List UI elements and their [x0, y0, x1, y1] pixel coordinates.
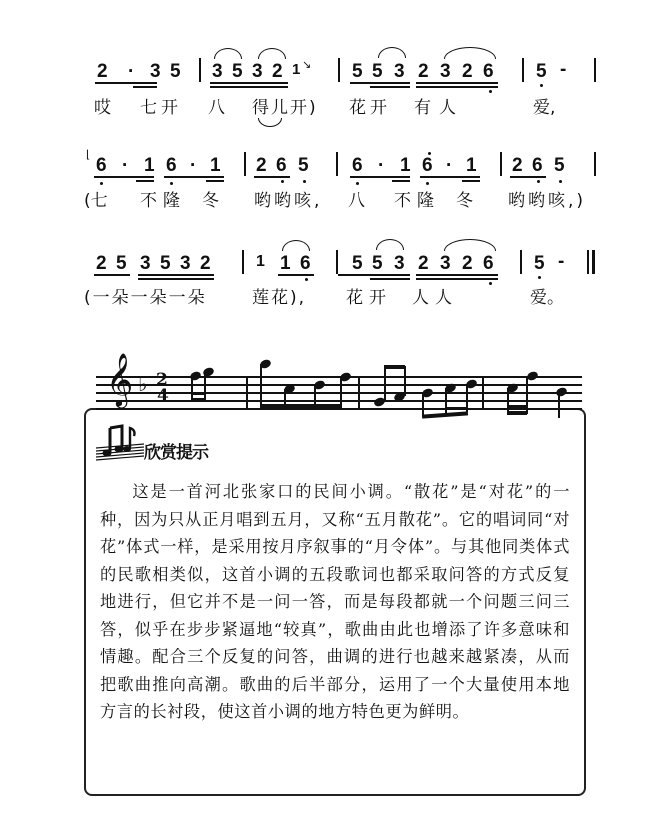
- underline: [370, 278, 410, 280]
- flat-key-signature: ♭: [138, 372, 148, 396]
- note: 6: [166, 155, 177, 176]
- barline: [199, 58, 201, 82]
- note: 2: [462, 61, 473, 82]
- note: 5: [170, 61, 181, 82]
- barline: [336, 152, 338, 176]
- dash: -: [560, 59, 567, 80]
- low-octave-dot: [305, 278, 308, 281]
- underline: [95, 82, 157, 84]
- barline: [336, 250, 338, 274]
- note: 3: [394, 253, 405, 274]
- underline: [350, 176, 410, 178]
- lyric: 花开: [349, 98, 391, 118]
- barline: [500, 152, 502, 176]
- lyric: (一朵一朵一朵: [84, 288, 207, 308]
- note: 1: [292, 61, 301, 78]
- stem: [526, 376, 528, 414]
- underline: [278, 274, 314, 276]
- note: 1: [280, 253, 291, 274]
- underline: [338, 274, 410, 276]
- beam: [260, 404, 342, 408]
- note: 3: [394, 61, 405, 82]
- note: 5: [116, 253, 127, 274]
- note: 3: [180, 253, 191, 274]
- low-octave-dot: [303, 180, 306, 183]
- stem: [340, 377, 342, 406]
- note: 6: [422, 155, 433, 176]
- slur: [376, 239, 404, 250]
- appreciation-text: [100, 478, 570, 726]
- barline: [338, 58, 340, 82]
- stem: [422, 393, 424, 417]
- note: 2: [418, 253, 429, 274]
- low-octave-dot: [559, 180, 562, 183]
- underline: [210, 86, 288, 88]
- barline: [246, 376, 248, 408]
- low-octave-dot: [489, 90, 492, 93]
- lyric: 爱。: [530, 288, 564, 308]
- underline: [164, 176, 224, 178]
- underline: [210, 82, 288, 84]
- barline: [522, 58, 524, 82]
- note: 3: [212, 61, 223, 82]
- lyric: 不隆: [140, 191, 186, 211]
- barline: [244, 152, 246, 176]
- low-octave-dot: [356, 182, 359, 185]
- dot-rest: ·: [122, 155, 129, 176]
- beam: [445, 407, 468, 410]
- lyric: 冬: [202, 191, 219, 211]
- slur: [282, 240, 310, 251]
- lyric: 七开: [140, 98, 182, 118]
- slur: [444, 47, 496, 59]
- time-signature-top: 2: [156, 370, 168, 390]
- slur: [378, 47, 406, 58]
- breath-mark-icon: ↘: [302, 58, 312, 71]
- lyric: 哟哟咳,: [254, 191, 323, 211]
- note: 6: [96, 155, 107, 176]
- appreciation-title: 欣赏提示: [144, 443, 208, 463]
- note-head: [526, 370, 539, 382]
- lyric: 莲花),: [252, 288, 307, 308]
- low-octave-dot: [538, 276, 541, 279]
- note: 6: [300, 253, 311, 274]
- stem: [404, 366, 406, 396]
- note: 2: [97, 61, 108, 82]
- lyric: 得儿开): [252, 98, 318, 118]
- stem: [314, 385, 316, 406]
- note: 3: [252, 61, 263, 82]
- barline: [358, 376, 360, 408]
- treble-clef-icon: 𝄞: [106, 352, 134, 406]
- paragraph: 这是一首河北张家口的民间小调。“散花”是“对花”的一种，因为只从正月唱到五月，又称“五月散花”。它的唱词同“对花”体式一样，是采用按月序叙事的“月令体”。与其他同类体式的民歌相类似，这首小调的五段歌词也都采取问答的方式反复地进行，但它并不是一问一答，而是每段都就一个问题三问三答，似乎在步步紧逼地“较真”，歌曲由此也增添了许多意味和情趣。配合三个反复的问答，曲调的进行也越来越紧凑，从而把歌曲推向高潮。歌曲的后半部分，运用了一个大量使用本地方言的长衬段，使这首小调的地方特色更为鲜明。: [100, 482, 570, 721]
- note: 5: [352, 253, 363, 274]
- staff-line: [96, 408, 582, 410]
- low-octave-dot: [426, 182, 429, 185]
- underline: [510, 176, 546, 178]
- note: 2: [200, 253, 211, 274]
- note: 2: [418, 61, 429, 82]
- dash: -: [558, 251, 565, 272]
- note: 1: [256, 253, 265, 270]
- underline: [94, 176, 154, 178]
- barline: [594, 152, 596, 176]
- slur: [444, 239, 496, 251]
- note: 6: [483, 253, 494, 274]
- barline: [594, 58, 596, 82]
- note: 3: [440, 253, 451, 274]
- lyric: (七: [84, 191, 108, 211]
- underline: [206, 180, 224, 182]
- underline: [94, 274, 130, 276]
- note: 5: [372, 61, 383, 82]
- low-octave-dot: [170, 182, 173, 185]
- note: 1: [466, 155, 477, 176]
- beam: [507, 405, 527, 408]
- underline: [416, 274, 498, 276]
- lyric: 哎: [94, 98, 111, 118]
- note: 5: [534, 253, 545, 274]
- lyric: 不隆: [394, 191, 440, 211]
- lyric: 八: [348, 191, 365, 211]
- beam: [191, 392, 205, 395]
- beam: [384, 365, 405, 369]
- underline: [138, 278, 214, 280]
- time-signature-bottom: 4: [157, 386, 169, 406]
- underline: [420, 176, 480, 178]
- dot-rest: ·: [378, 155, 385, 176]
- underline: [370, 86, 410, 88]
- slur: [258, 118, 282, 127]
- note: 6: [352, 155, 363, 176]
- low-octave-dot: [537, 180, 540, 183]
- low-octave-dot: [281, 180, 284, 183]
- final-barline-thin: [587, 250, 589, 274]
- dot-rest: ·: [446, 155, 453, 176]
- note: 5: [536, 61, 547, 82]
- note: 5: [232, 61, 243, 82]
- note: 5: [372, 253, 383, 274]
- grace-mark-icon: ⌊: [86, 148, 91, 161]
- note: 2: [272, 61, 283, 82]
- underline: [350, 82, 410, 84]
- beam: [507, 411, 527, 415]
- stem: [445, 388, 447, 414]
- underline: [136, 180, 154, 182]
- note: 5: [554, 155, 565, 176]
- note: 2: [462, 253, 473, 274]
- stem: [558, 392, 560, 418]
- note: 5: [352, 61, 363, 82]
- dot-rest: ·: [190, 155, 197, 176]
- note: 5: [298, 155, 309, 176]
- note: 1: [400, 155, 411, 176]
- slur: [258, 48, 286, 59]
- underline: [416, 86, 498, 88]
- underline: [133, 86, 157, 88]
- barline: [482, 376, 484, 408]
- lyric: 爱,: [533, 98, 556, 118]
- lyric: 冬: [456, 191, 473, 211]
- note: 1: [210, 155, 221, 176]
- lyric: 有人: [414, 98, 464, 118]
- beam: [191, 398, 205, 402]
- note: 6: [532, 155, 543, 176]
- low-octave-dot: [489, 282, 492, 285]
- lyric: 八: [208, 98, 225, 118]
- note: 3: [140, 253, 151, 274]
- slur: [214, 48, 242, 59]
- underline: [416, 278, 498, 280]
- low-octave-dot: [540, 84, 543, 87]
- low-octave-dot: [100, 182, 103, 185]
- note-head: [555, 386, 568, 398]
- note: 2: [512, 155, 523, 176]
- dot-rest: ·: [128, 61, 135, 82]
- lyric: 花开: [346, 288, 392, 308]
- lyric: 人人: [412, 288, 458, 308]
- high-octave-dot: [428, 152, 431, 155]
- note: 2: [256, 155, 267, 176]
- note: 6: [483, 61, 494, 82]
- stem: [260, 364, 262, 406]
- underline: [416, 82, 498, 84]
- note: 5: [160, 253, 171, 274]
- lyric: 哟哟咳,): [508, 191, 587, 211]
- note: 6: [276, 155, 287, 176]
- final-barline-thick: [592, 250, 595, 274]
- barline: [520, 250, 522, 274]
- underline: [138, 274, 214, 276]
- note: 1: [144, 155, 155, 176]
- note: 3: [150, 61, 161, 82]
- underline: [392, 180, 410, 182]
- underline: [254, 176, 290, 178]
- underline: [462, 180, 480, 182]
- stem: [384, 366, 386, 400]
- note: 2: [96, 253, 107, 274]
- note: 3: [440, 61, 451, 82]
- music-notes-icon: [96, 422, 144, 462]
- barline: [242, 250, 244, 274]
